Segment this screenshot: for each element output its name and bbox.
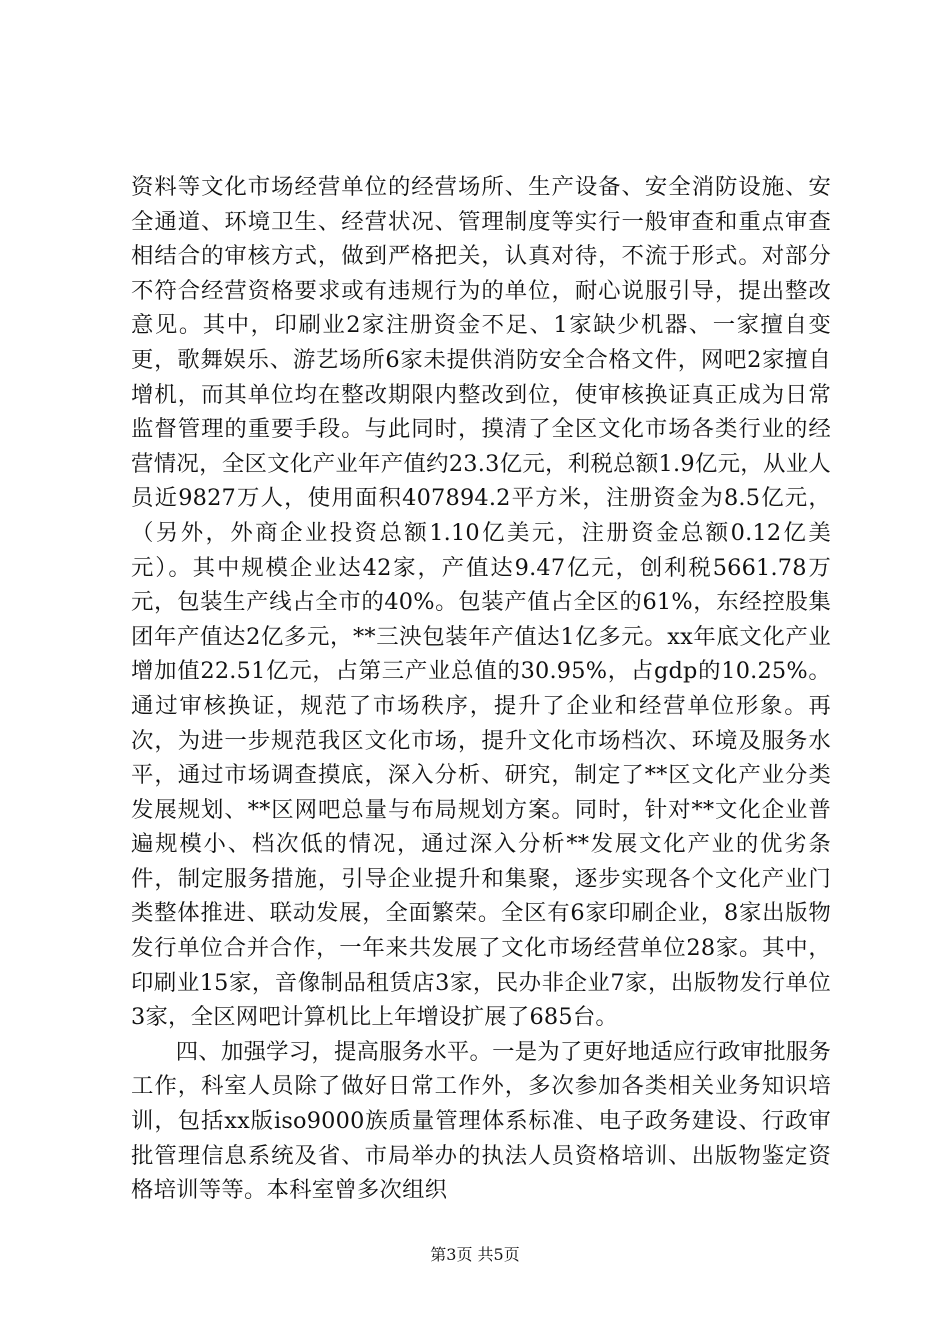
page-footer bbox=[0, 1245, 950, 1265]
body-text bbox=[131, 170, 831, 1208]
paragraph-1: 资料等文化市场经营单位的经营场所、生产设备、安全消防设施、安全通道、环境卫生、经营状况、管理制度等实行一般审查和重点审查相结合的审核方式，做到严格把关，认真对待，不流于形式。对部分不符合经营资格要求或有违规行为的单位，耐心说服引导，提出整改意见。其中，印刷业2家注册资金不足、1家缺少机器、一家擅自变更，歌舞娱乐、游艺场所6家未提供消防安全合格文件，网吧2家擅自增机，而其单位均在整改期限内整改到位，使审核换证真正成为日常监督管理的重要手段。与此同时，摸清了全区文化市场各类行业的经营情况，全区文化产业年产值约23.3亿元，利税总额1.9亿元，从业人员近9827万人，使用面积407894.2平方米，注册资金为8.5亿元，（另外，外商企业投资总额1.10亿美元，注册资金总额0.12亿美元）。其中规模企业达42家，产值达9.47亿元，创利税5661.78万元，包装生产线占全市的40%。包装产值占全区的61%，东经控股集团年产值达2亿多元，**三泱包装年产值达1亿多元。xx年底文化产业增加值22.51亿元，占第三产业总值的30.95%，占gdp的10.25%。通过审核换证，规范了市场秩序，提升了企业和经营单位形象。再次，为进一步规范我区文化市场，提升文化市场档次、环境及服务水平，通过市场调查摸底，深入分析、研究，制定了**区文化产业分类发展规划、**区网吧总量与布局规划方案。同时，针对**文化企业普遍规模小、档次低的情况，通过深入分析**发展文化产业的优劣条件，制定服务措施，引导企业提升和集聚，逐步实现各个文化产业门类整体推进、联动发展，全面繁荣。全区有6家印刷企业，8家出版物发行单位合并合作，一年来共发展了文化市场经营单位28家。其中，印刷业15家，音像制品租赁店3家，民办非企业7家，出版物发行单位3家，全区网吧计算机比上年增设扩展了685台。 bbox=[131, 174, 831, 1031]
page-number: 第3页 共5页 bbox=[430, 1245, 520, 1264]
paragraph-2: 四、加强学习，提高服务水平。一是为了更好地适应行政审批服务工作，科室人员除了做好日常工作外，多次参加各类相关业务知识培训，包括xx版iso9000族质量管理体系标准、电子政务建设、行政审批管理信息系统及省、市局举办的执法人员资格培训、出版物鉴定资格培训等等。本科室曾多次组织 bbox=[131, 1038, 831, 1204]
